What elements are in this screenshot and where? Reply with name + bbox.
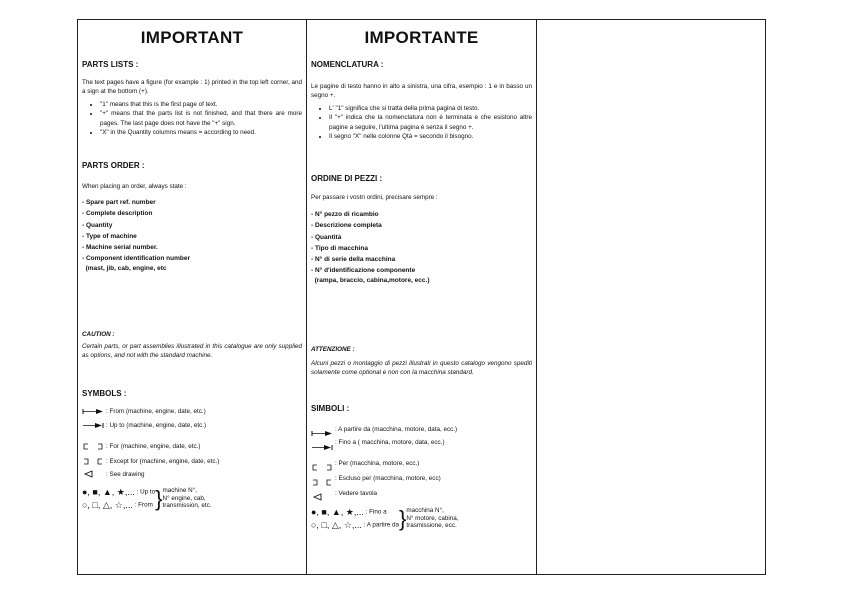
- simbolo-from-label: : A partire da (macchina, motore, data, ecc.): [335, 426, 458, 433]
- filled-shapes-icon: ●, ■, ▲, ★,...: [82, 487, 135, 497]
- machine-line: machine N°,: [162, 487, 197, 495]
- list-item: (rampa, braccio, cabina,motore, ecc.): [311, 276, 430, 284]
- symbol-except-label: : Except for (machine, engine, date, etc.): [106, 458, 220, 465]
- symbol-upto-row: [82, 421, 206, 430]
- empty-shapes-label: : From: [134, 501, 153, 509]
- brace-icon: }: [155, 485, 163, 511]
- ordine-intro: Per passare i vostri ordini, precisare sempre :: [311, 194, 438, 201]
- for-bracket-icon: [311, 464, 333, 471]
- filled-shapes-icon: ●, ■, ▲, ★,...: [311, 507, 364, 517]
- symbol-from-row: [82, 407, 206, 416]
- for-bracket-icon: [82, 443, 104, 450]
- simbolo-upto-row: [311, 438, 445, 451]
- list-item: - N° di serie della macchina: [311, 256, 396, 264]
- simbolo-for-row: [311, 459, 419, 471]
- ordine-heading: ORDINE DI PEZZI :: [311, 174, 383, 183]
- list-item: - Quantity: [82, 221, 113, 229]
- italian-column: [307, 20, 537, 574]
- list-item: - Quantità: [311, 233, 342, 241]
- simbolo-see-drawing-row: [311, 489, 377, 501]
- list-item: - Spare part ref. number: [82, 199, 156, 206]
- see-drawing-triangle-icon: [82, 470, 104, 478]
- except-bracket-icon: [311, 479, 333, 486]
- symbol-see-drawing-row: [82, 470, 145, 479]
- symbols-heading: SYMBOLS :: [82, 389, 127, 398]
- machine-lines: [406, 507, 458, 530]
- up-to-arrow-icon: [311, 444, 333, 451]
- list-item: - Type of machine: [82, 232, 137, 240]
- symbol-for-row: [82, 442, 201, 451]
- list-item: - Descrizione completa: [311, 222, 382, 230]
- list-item: - Component identification number: [82, 255, 190, 263]
- attenzione-text: Alcuni pezzi o montaggio di pezzi illustrati in questo catalogo vengono spediti solamente come optional e non con la macchina standard.: [311, 360, 532, 377]
- machine-lines: [163, 487, 212, 510]
- parts-lists-intro: The text pages have a figure (for example : 1) printed in the top left corner, and a sign at the bottom (+).: [82, 79, 302, 96]
- simbolo-upto-label: : Fino a ( macchina, motore, data, ecc.): [335, 439, 445, 446]
- italian-title: IMPORTANTE: [364, 28, 479, 47]
- machine-line: N° engine, cab,: [162, 494, 206, 502]
- simbolo-from-row: [311, 425, 457, 437]
- page-frame: [77, 19, 766, 575]
- caution-text: Certain parts, or part assemblies illustrated in this catalogue are only supplied as options, and not with the standard machine.: [82, 343, 302, 360]
- list-item: • Il segno "X" nelle colonne Qtà = secondo il bisogno.: [329, 132, 532, 141]
- see-drawing-triangle-icon: [311, 493, 333, 501]
- simbolo-for-label: : Per (macchina, motore, ecc.): [335, 460, 420, 467]
- machine-line: transmission, etc.: [162, 502, 212, 510]
- symbol-see-drawing-label: : See drawing: [106, 471, 145, 478]
- list-item: - Complete description: [82, 210, 153, 218]
- list-item: • "X" in the Quantity columns means = according to need.: [100, 128, 302, 137]
- list-item: - N° d'identificazione componente: [311, 267, 416, 275]
- filled-shapes-label: : Fino a: [365, 508, 387, 516]
- english-title: IMPORTANT: [140, 28, 244, 47]
- parts-lists-bullets: [82, 100, 302, 138]
- nomenclatura-bullets: [311, 104, 532, 142]
- list-item: - N° pezzo di ricambio: [311, 211, 379, 218]
- list-item: - Tipo di macchina: [311, 244, 368, 252]
- symbol-from-label: : From (machine, engine, date, etc.): [106, 408, 206, 415]
- list-item: • "+" means that the parts list is not finished, and that there are more pages. The last page does not have the "+" sign.: [100, 109, 302, 128]
- list-item: • Il "+" indica che la nomenclatura non è terminata e che esistono altre pagine a seguire, l'ultima pagina è senza il segno +.: [329, 113, 532, 132]
- except-bracket-icon: [82, 458, 104, 465]
- simbolo-except-row: [311, 474, 441, 486]
- ordine-list: [311, 209, 532, 286]
- up-to-arrow-icon: [82, 422, 104, 429]
- empty-column: [537, 20, 765, 574]
- from-arrow-icon: [311, 430, 333, 437]
- empty-shapes-icon: ○, □, △, ☆,...: [311, 519, 362, 530]
- parts-lists-heading: PARTS LISTS :: [82, 60, 139, 69]
- nomenclatura-heading: NOMENCLATURA :: [311, 60, 384, 69]
- simbolo-see-drawing-label: : Vedere tavola: [335, 490, 378, 497]
- symbol-upto-label: : Up to (machine, engine, date, etc.): [106, 422, 207, 429]
- english-column: [78, 20, 307, 574]
- list-item: • "1" means that this is the first page of text.: [100, 100, 302, 109]
- caution-heading: CAUTION :: [82, 331, 115, 338]
- nomenclatura-intro: Le pagine di testo hanno in alto a sinistra, una cifra, esempio : 1 e in basso un segno +.: [311, 83, 532, 100]
- brace-icon: }: [398, 505, 407, 531]
- symbol-except-row: [82, 457, 219, 466]
- simboli-heading: SIMBOLI :: [311, 404, 350, 413]
- filled-shapes-label: : Up to: [136, 488, 156, 496]
- simbolo-except-label: : Escluso per (macchina, motore, ecc): [335, 475, 441, 482]
- machine-line: trasmissione, ecc.: [406, 522, 457, 530]
- empty-shapes-label: : A partire da: [363, 521, 399, 529]
- simbolo-shapes-row: [311, 506, 459, 531]
- symbol-shapes-row: [82, 486, 212, 511]
- parts-order-intro: When placing an order, always state :: [82, 183, 187, 190]
- parts-order-heading: PARTS ORDER :: [82, 161, 145, 170]
- list-item: (mast, jib, cab, engine, etc: [82, 264, 167, 272]
- attenzione-heading: ATTENZIONE :: [311, 346, 355, 353]
- symbol-for-label: : For (machine, engine, date, etc.): [106, 443, 201, 450]
- machine-line: N° motore, cabina,: [406, 514, 459, 522]
- list-item: - Machine serial number.: [82, 244, 158, 252]
- from-arrow-icon: [82, 408, 104, 415]
- list-item: • L' "1" significa che si tratta della prima pagina di testo.: [329, 104, 532, 113]
- machine-line: macchina N°,: [406, 507, 444, 515]
- parts-order-list: [82, 197, 302, 274]
- empty-shapes-icon: ○, □, △, ☆,...: [82, 499, 133, 510]
